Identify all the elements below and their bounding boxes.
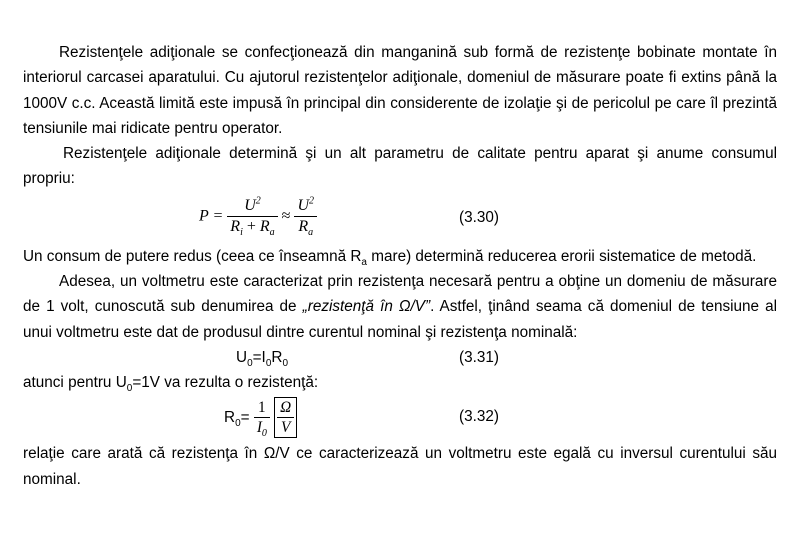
equation-number-3-30: (3.30) — [459, 208, 499, 226]
paragraph-1: Rezistenţele adiţionale se confecţionează din manganină sub formă de rezistenţe bobinate montate în interiorul carcasei aparatului. Cu ajutorul rezistenţelor adiţionale, domeniul de măsurare poate fi extins până la 1000V c.c. Această limită este impusă în principal din considerente de izolaţie şi de pericolul pe care îl prezintă tensiunile mai ridicate pentru operator. — [23, 44, 777, 137]
equation-3-32 — [23, 395, 777, 441]
eq332-fraction: $\frac{1}{I_0}$ — [254, 398, 270, 437]
paragraph-4: Adesea, un voltmetru este caracterizat prin rezistenţa necesară pentru a obţine un domeniu de măsurare de 1 volt, cunoscută sub denumirea de „rezistenţă în Ω/V”. Astfel, ţinând seama că domeniul de tensiune al unui voltmetru este dat de produsul dintre curentul nominal şi rezistenţa nominală: — [23, 273, 777, 341]
equation-number-3-31: (3.31) — [459, 348, 499, 366]
eq330-lhs: P = — [199, 207, 224, 225]
eq330-approx: ≈ — [281, 207, 291, 225]
document-body — [23, 40, 777, 492]
eq332-lhs: $R_0=$ — [224, 409, 250, 430]
eq331-expression: $U_0=I_0R_0$ — [236, 348, 288, 370]
eq330-fraction-2: $\frac{U^2}{R_a}$ — [294, 196, 317, 237]
emphasis-rezistenta: „rezistenţă în Ω/V” — [302, 298, 431, 316]
paragraph-6: relaţie care arată că rezistenţa în Ω/V ce caracterizează un voltmetru este egală cu inversul curentului său nominal. — [23, 445, 777, 488]
equation-3-30 — [23, 192, 777, 244]
eq330-fraction-1: $\frac{U^2}{R_i + R_a}$ — [227, 196, 277, 237]
paragraph-5: atunci pentru $U_0=1V$ va rezulta o rezistenţă: — [23, 373, 319, 395]
paragraph-2: Rezistenţele adiţionale determină şi un alt parametru de calitate pentru aparat şi anume consumul propriu: — [23, 145, 777, 188]
paragraph-3: Un consum de putere redus (ceea ce înseamnă $R_a$ mare) determină reducerea erorii sistematice de metodă. — [23, 247, 757, 268]
equation-number-3-32: (3.32) — [459, 408, 499, 426]
eq332-unit-bracket: $\frac{\Omega}{V}$ — [274, 397, 297, 438]
equation-3-31 — [23, 345, 777, 370]
